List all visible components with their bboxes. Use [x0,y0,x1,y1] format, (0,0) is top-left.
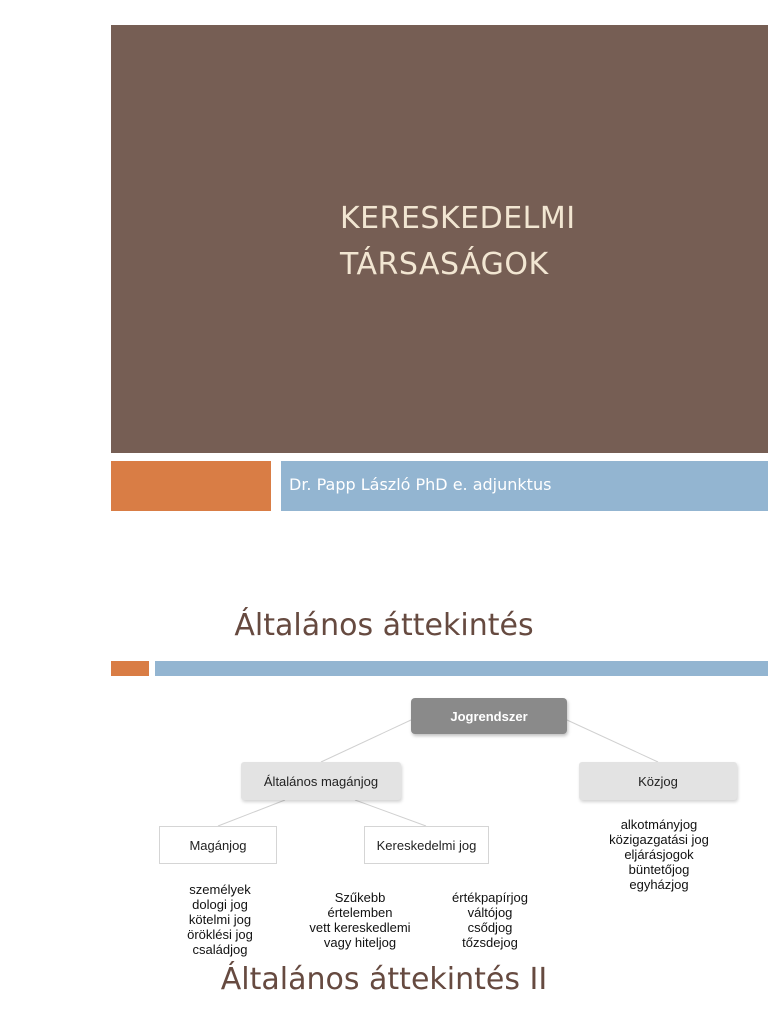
list-item: dologi jog [192,897,248,912]
connector-left-kereskedelmi [355,800,426,826]
author-subtitle: Dr. Papp László PhD e. adjunktus [289,475,552,494]
maganjog-list [165,882,275,957]
diagram-node-maganjog: Magánjog [159,826,277,864]
list-item: kötelmi jog [188,912,252,927]
securities-list [431,890,549,950]
diagram-node-root: Jogrendszer [411,698,567,734]
list-item: alkotmányjog [620,817,698,832]
list-item: egyházjog [629,877,689,892]
section-title-2-text: Általános áttekintés II [220,962,548,997]
list-item: vett kereskedlemi [309,920,411,935]
diagram-node-private-law: Általános magánjog [241,762,401,800]
list-item: büntetőjog [628,862,690,877]
divider-blue [155,661,768,676]
public-law-list [579,817,739,892]
list-item: értelemben [327,905,393,920]
list-item: Szűkebb [334,890,386,905]
slide-title [340,196,670,288]
slide-title-line-2: TÁRSASÁGOK [340,247,549,282]
diagram-node-commercial-law: Kereskedelmi jog [364,826,489,864]
diagram-node-public-law: Közjog [579,762,737,800]
connector-left-maganjog [218,800,285,826]
list-item: vagy hiteljog [323,935,397,950]
list-item: eljárásjogok [624,847,694,862]
accent-block-orange [111,461,271,511]
list-item: váltójog [467,905,513,920]
divider-orange [111,661,149,676]
narrow-commercial-list [295,890,425,950]
legal-system-diagram [155,690,755,960]
connector-root-right [567,720,658,762]
list-item: csődjog [467,920,513,935]
list-item: értékpapírjog [452,890,528,905]
section-title-2 [0,962,768,997]
section-title [0,608,768,643]
list-item: személyek [189,882,251,897]
connector-root-left [321,720,411,762]
list-item: családjog [192,942,248,957]
list-item: öröklési jog [187,927,253,942]
list-item: tőzsdejog [462,935,518,950]
slide-title-line-1: KERESKEDELMI [340,201,576,236]
list-item: közigazgatási jog [609,832,709,847]
section-title-text: Általános áttekintés [234,608,534,643]
